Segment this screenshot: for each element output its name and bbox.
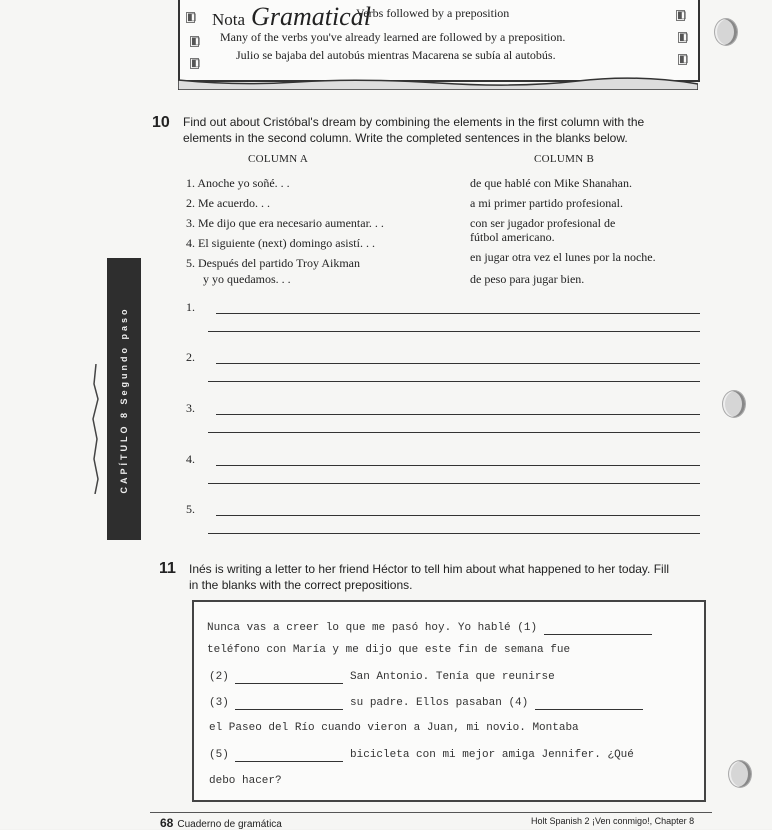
column-a-item: 4. El siguiente (next) domingo asistí. . . — [186, 236, 375, 250]
blank-label: 4. — [186, 452, 195, 466]
letter-line: (5) bicicleta con mi mejor amiga Jennifer. ¿Qué — [209, 749, 634, 761]
footer-left: 68 Cuaderno de gramática — [160, 816, 282, 830]
blank-label: 3. — [186, 401, 195, 415]
answer-blank-1[interactable] — [544, 622, 652, 635]
answer-blank-continuation[interactable] — [208, 331, 700, 332]
binder-hole — [714, 18, 738, 46]
exercise-10-instructions-2: elements in the second column. Write the completed sentences in the blanks below. — [183, 131, 628, 145]
letter-line: el Paseo del Río cuando vieron a Juan, mi novio. Montaba — [209, 722, 579, 734]
exercise-11-instructions-2: in the blanks with the correct prepositions. — [189, 578, 413, 592]
column-a-item: 3. Me dijo que era necesario aumentar. . . — [186, 216, 384, 230]
column-b-item: en jugar otra vez el lunes por la noche. — [470, 250, 656, 264]
nota-line-2: Julio se bajaba del autobús mientras Macarena se subía al autobús. — [236, 48, 556, 62]
margin-icon: ◧ — [677, 10, 687, 21]
blank-label: 5. — [186, 502, 195, 516]
footer-rule — [150, 812, 712, 813]
nota-subtitle: Verbs followed by a preposition — [356, 6, 510, 20]
column-a-item: 1. Anoche yo soñé. . . — [186, 176, 290, 190]
margin-icon: ◧ — [187, 12, 197, 23]
nota-title-b: Gramatical — [251, 2, 371, 31]
answer-blank-5[interactable] — [235, 749, 343, 762]
answer-blank-2[interactable] — [235, 671, 343, 684]
column-b-item: de que hablé con Mike Shanahan. — [470, 176, 632, 190]
scribble-mark — [90, 364, 102, 494]
nota-title-a: Nota — [212, 10, 246, 29]
chapter-side-tab-label: CAPÍTULO 8 Segundo paso — [119, 306, 129, 494]
margin-icon: ◧ — [679, 54, 689, 65]
answer-blank-3[interactable] — [235, 697, 343, 710]
column-b-item: fútbol americano. — [470, 230, 555, 244]
column-a-item: 5. Después del partido Troy Aikman — [186, 256, 360, 270]
column-a-heading: COLUMN A — [248, 153, 309, 165]
binder-hole — [728, 760, 752, 788]
letter-line: Nunca vas a creer lo que me pasó hoy. Yo hablé (1) — [207, 622, 652, 635]
answer-blank-3[interactable] — [186, 401, 700, 417]
letter-line: (2) San Antonio. Tenía que reunirse — [209, 671, 555, 683]
answer-blank-1[interactable] — [186, 300, 700, 316]
answer-blank-5[interactable] — [186, 502, 700, 518]
letter-line: (3) su padre. Ellos pasaban (4) — [209, 697, 643, 710]
letter-line: teléfono con María y me dijo que este fin de semana fue — [207, 644, 571, 656]
footer-right: Holt Spanish 2 ¡Ven conmigo!, Chapter 8 — [531, 816, 695, 826]
exercise-11-number: 11 — [159, 560, 176, 577]
margin-icon: ◧ — [191, 58, 201, 69]
answer-blank-2[interactable] — [186, 350, 700, 366]
answer-blank-4[interactable] — [186, 452, 700, 468]
answer-blank-continuation[interactable] — [208, 483, 700, 484]
exercise-11-instructions-1: Inés is writing a letter to her friend Héctor to tell him about what happened to her today. Fill — [189, 562, 670, 576]
letter-line: debo hacer? — [209, 775, 282, 787]
answer-blank-continuation[interactable] — [208, 533, 700, 534]
exercise-10-number: 10 — [152, 114, 170, 131]
column-a-item: 2. Me acuerdo. . . — [186, 196, 270, 210]
margin-icon: ◧ — [679, 32, 689, 43]
column-b-item: con ser jugador profesional de — [470, 216, 616, 230]
column-b-item: a mi primer partido profesional. — [470, 196, 623, 210]
exercise-10-instructions-1: Find out about Cristóbal's dream by combining the elements in the first column with the — [183, 115, 645, 129]
answer-blank-continuation[interactable] — [208, 432, 700, 433]
answer-blank-4[interactable] — [535, 697, 643, 710]
torn-edge-decoration — [178, 74, 698, 90]
nota-line-1: Many of the verbs you've already learned are followed by a preposition. — [220, 30, 566, 44]
binder-hole — [722, 390, 746, 418]
column-b-heading: COLUMN B — [534, 153, 595, 165]
answer-blank-continuation[interactable] — [208, 381, 700, 382]
column-b-item: de peso para jugar bien. — [470, 272, 585, 286]
margin-icon: ◧ — [191, 36, 201, 47]
column-a-item: y yo quedamos. . . — [203, 272, 291, 286]
blank-label: 2. — [186, 350, 195, 364]
page-number: 68 — [160, 816, 174, 830]
blank-label: 1. — [186, 300, 195, 314]
